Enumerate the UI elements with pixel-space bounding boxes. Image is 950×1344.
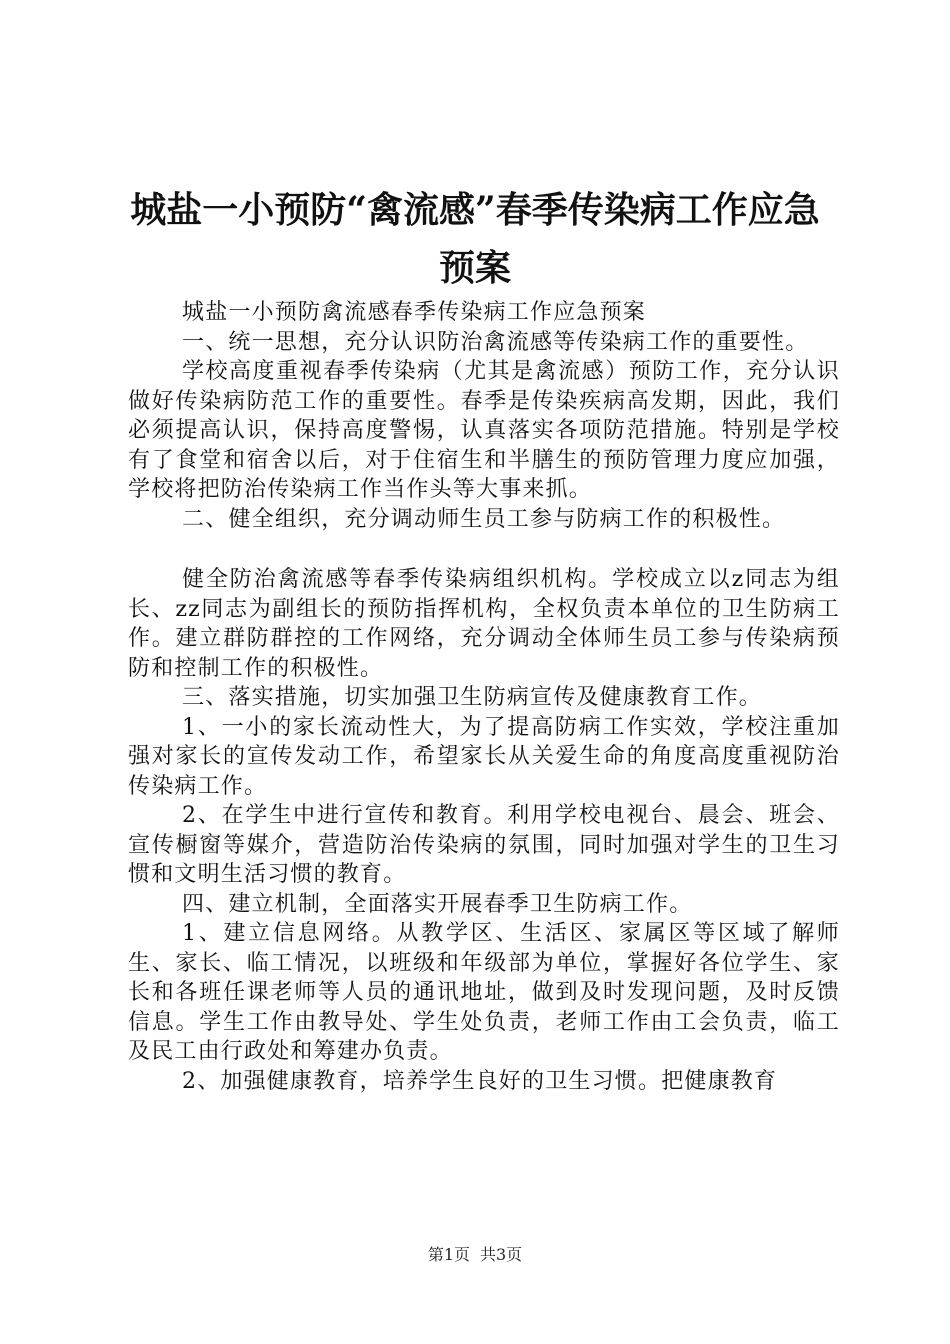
document-title-line-2: 预案: [438, 247, 511, 289]
document-body: [128, 298, 840, 1096]
paragraph-section-4-item-2: 2、加强健康教育，培养学生良好的卫生习惯。把健康教育: [182, 1068, 778, 1094]
document-title-line-1: 城盐一小预防“禽流感”春季传染病工作应急: [130, 189, 820, 231]
paragraph-section-3-item-2: 2、在学生中进行宣传和教育。利用学校电视台、晨会、班会、宣传橱窗等媒介，营造防治传染病的氛围，同时加强对学生的卫生习惯和文明生活习惯的教育。: [128, 803, 840, 887]
paragraph-section-2-heading: 二、健全组织，充分调动师生员工参与防病工作的积极性。: [182, 506, 786, 532]
paragraph-section-4-item-1: 1、建立信息网络。从教学区、生活区、家属区等区域了解师生、家长、临工情况，以班级和年级部为单位，掌握好各位学生、家长和各班任课老师等人员的通讯地址，做到及时发现问题，及时反馈信息。学生工作由教导处、学生处负责，老师工作由工会负责，临工及民工由行政处和筹建办负责。: [128, 921, 840, 1064]
paragraph-subtitle: 城盐一小预防禽流感春季传染病工作应急预案: [182, 300, 647, 325]
paragraph-section-3-item-1: 1、一小的家长流动性大，为了提高防病工作实效，学校注重加强对家长的宣传发动工作，希望家长从关爱生命的角度高度重视防治传染病工作。: [128, 714, 840, 799]
paragraph-section-2-body: 健全防治禽流感等春季传染病组织机构。学校成立以z同志为组长、zz同志为副组长的预防指挥机构，全权负责本单位的卫生防病工作。建立群防群控的工作网络，充分调动全体师生员工参与传染病预防和控制工作的积极性。: [128, 567, 840, 681]
page-total: 共3页: [480, 1245, 523, 1264]
paragraph-section-4-heading: 四、建立机制，全面落实开展春季卫生防病工作。: [182, 891, 693, 917]
paragraph-section-3-heading: 三、落实措施，切实加强卫生防病宣传及健康教育工作。: [182, 685, 763, 710]
paragraph-section-1-body: 学校高度重视春季传染病（尤其是禽流感）预防工作，充分认识做好传染病防范工作的重要性。春季是传染疾病高发期，因此，我们必须提高认识，保持高度警惕，认真落实各项防范措施。特别是学校有了食堂和宿舍以后，对于住宿生和半膳生的预防管理力度应加强，学校将把防治传染病工作当作头等大事来抓。: [128, 359, 840, 502]
paragraph-section-1-heading: 一、统一思想，充分认识防治禽流感等传染病工作的重要性。: [182, 329, 809, 355]
page-number: 第1页: [427, 1245, 470, 1264]
page-footer: [0, 1242, 950, 1265]
